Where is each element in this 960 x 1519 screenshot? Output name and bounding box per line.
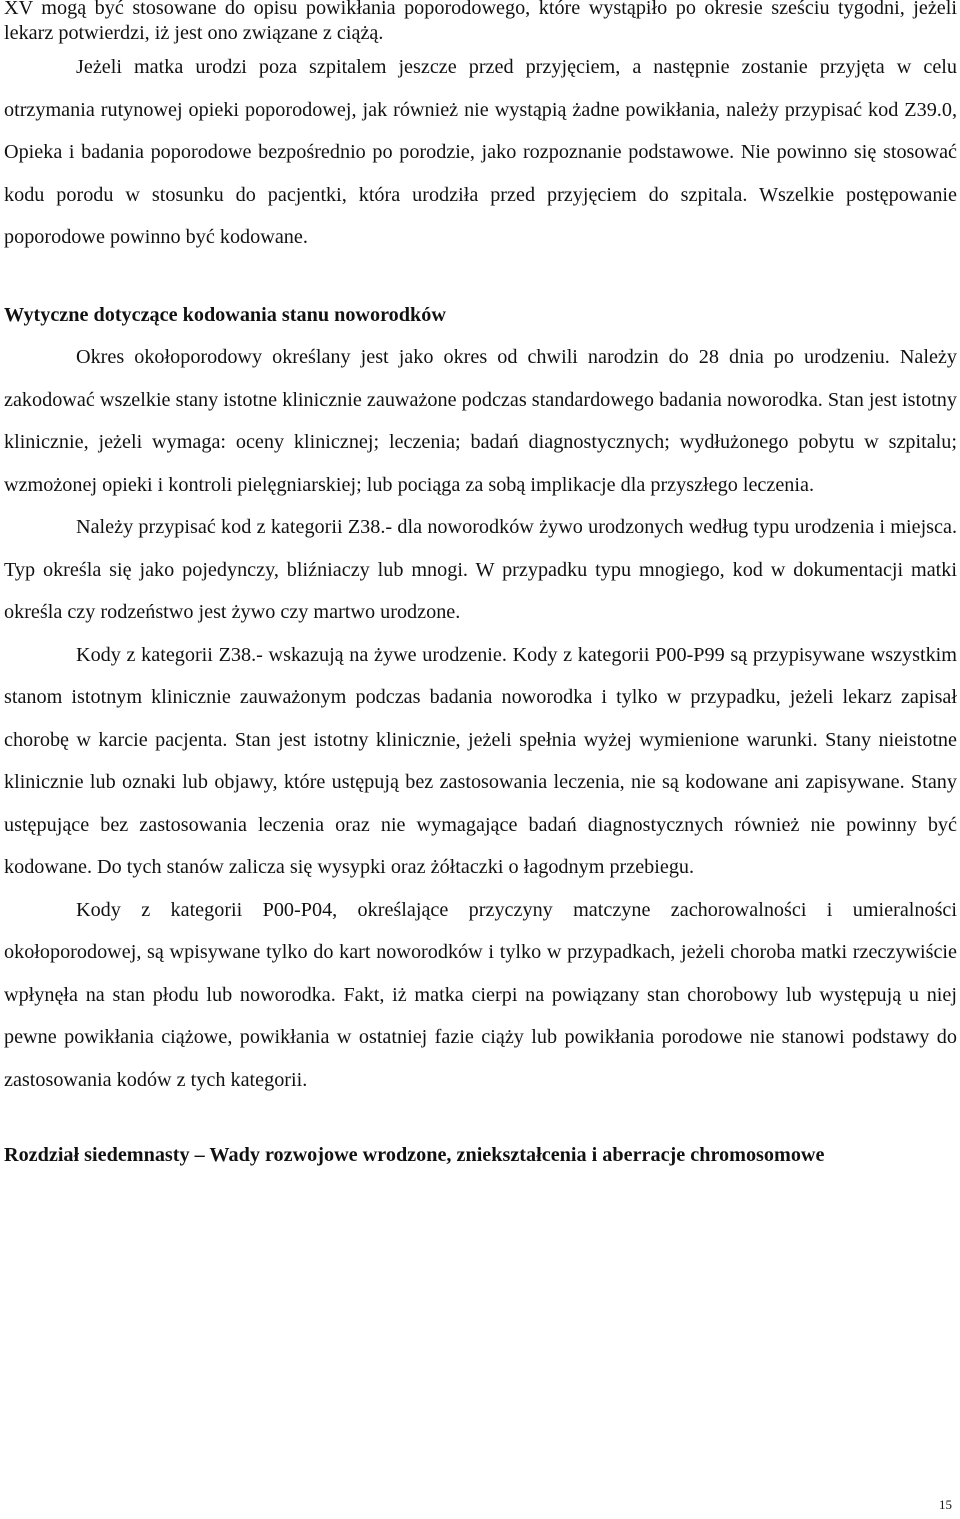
section-heading: Wytyczne dotyczące kodowania stanu noworodków	[4, 303, 446, 326]
paragraph-p00-p99-codes: Kody z kategorii Z38.- wskazują na żywe urodzenie. Kody z kategorii P00-P99 są przypisywane wszystkim stanom istotnym klinicznie zauważonym podczas badania noworodka i tylko w przypadku, jeżeli lekarz zapisał chorobę w karcie pacjenta. Stan jest istotny klinicznie, jeżeli spełnia wyżej wymienione warunki. Stany nieistotne klinicznie lub oznaki lub objawy, które ustępują bez zastosowania leczenia, nie są kodowane ani zapisywane. Stany ustępujące bez zastosowania leczenia oraz nie wymagające badań diagnostycznych również nie powinny być kodowane. Do tych stanów zalicza się wysypki oraz żółtaczki o łagodnym przebiegu.	[4, 643, 957, 878]
chapter-heading: Rozdział siedemnasty – Wady rozwojowe wrodzone, zniekształcenia i aberracje chromosomowe	[4, 1144, 825, 1166]
page-number: 15	[939, 1497, 952, 1512]
page-content	[4, 0, 957, 1177]
paragraph-z38-category: Należy przypisać kod z kategorii Z38.- dla noworodków żywo urodzonych według typu urodzenia i miejsca. Typ określa się jako pojedynczy, bliźniaczy lub mnogi. W przypadku typu mnogiego, kod w dokumentacji matki określa czy rodzeństwo jest żywo czy martwo urodzone.	[4, 516, 957, 623]
paragraph-home-birth: Jeżeli matka urodzi poza szpitalem jeszcze przed przyjęciem, a następnie zostanie przyjęta w celu otrzymania rutynowej opieki poporodowej, jak również nie wystąpią żadne powikłania, należy przypisać kod Z39.0, Opieka i badania poporodowe bezpośrednio po porodzie, jako rozpoznanie podstawowe. Nie powinno się stosować kodu porodu w stosunku do pacjentki, która urodziła przed przyjęciem do szpitala. Wszelkie postępowanie poporodowe powinno być kodowane.	[4, 56, 957, 248]
paragraph-perinatal-period: Okres okołoporodowy określany jest jako okres od chwili narodzin do 28 dnia po urodzeniu. Należy zakodować wszelkie stany istotne klinicznie zauważone podczas standardowego badania noworodka. Stan jest istotny klinicznie, jeżeli wymaga: oceny klinicznej; leczenia; badań diagnostycznych; wydłużonego pobytu w szpitalu; wzmożonej opieki i kontroli pielęgniarskiej; lub pociąga za sobą implikacje dla przyszłego leczenia.	[4, 346, 957, 496]
paragraph-p00-p04-codes: Kody z kategorii P00-P04, określające przyczyny matczyne zachorowalności i umieralności okołoporodowej, są wpisywane tylko do kart noworodków i tylko w przypadkach, jeżeli choroba matki rzeczywiście wpłynęła na stan płodu lub noworodka. Fakt, iż matka cierpi na powiązany stan chorobowy lub występują u niej pewne powikłania ciążowe, powikłania w ostatniej fazie ciąży lub powikłania porodowe nie stanowi podstawy do zastosowania kodów z tych kategorii.	[4, 898, 957, 1091]
paragraph-continuation: XV mogą być stosowane do opisu powikłania poporodowego, które wystąpiło po okresie sześciu tygodni, jeżeli lekarz potwierdzi, iż jest ono związane z ciążą.	[4, 0, 957, 44]
spacer	[4, 1101, 957, 1134]
